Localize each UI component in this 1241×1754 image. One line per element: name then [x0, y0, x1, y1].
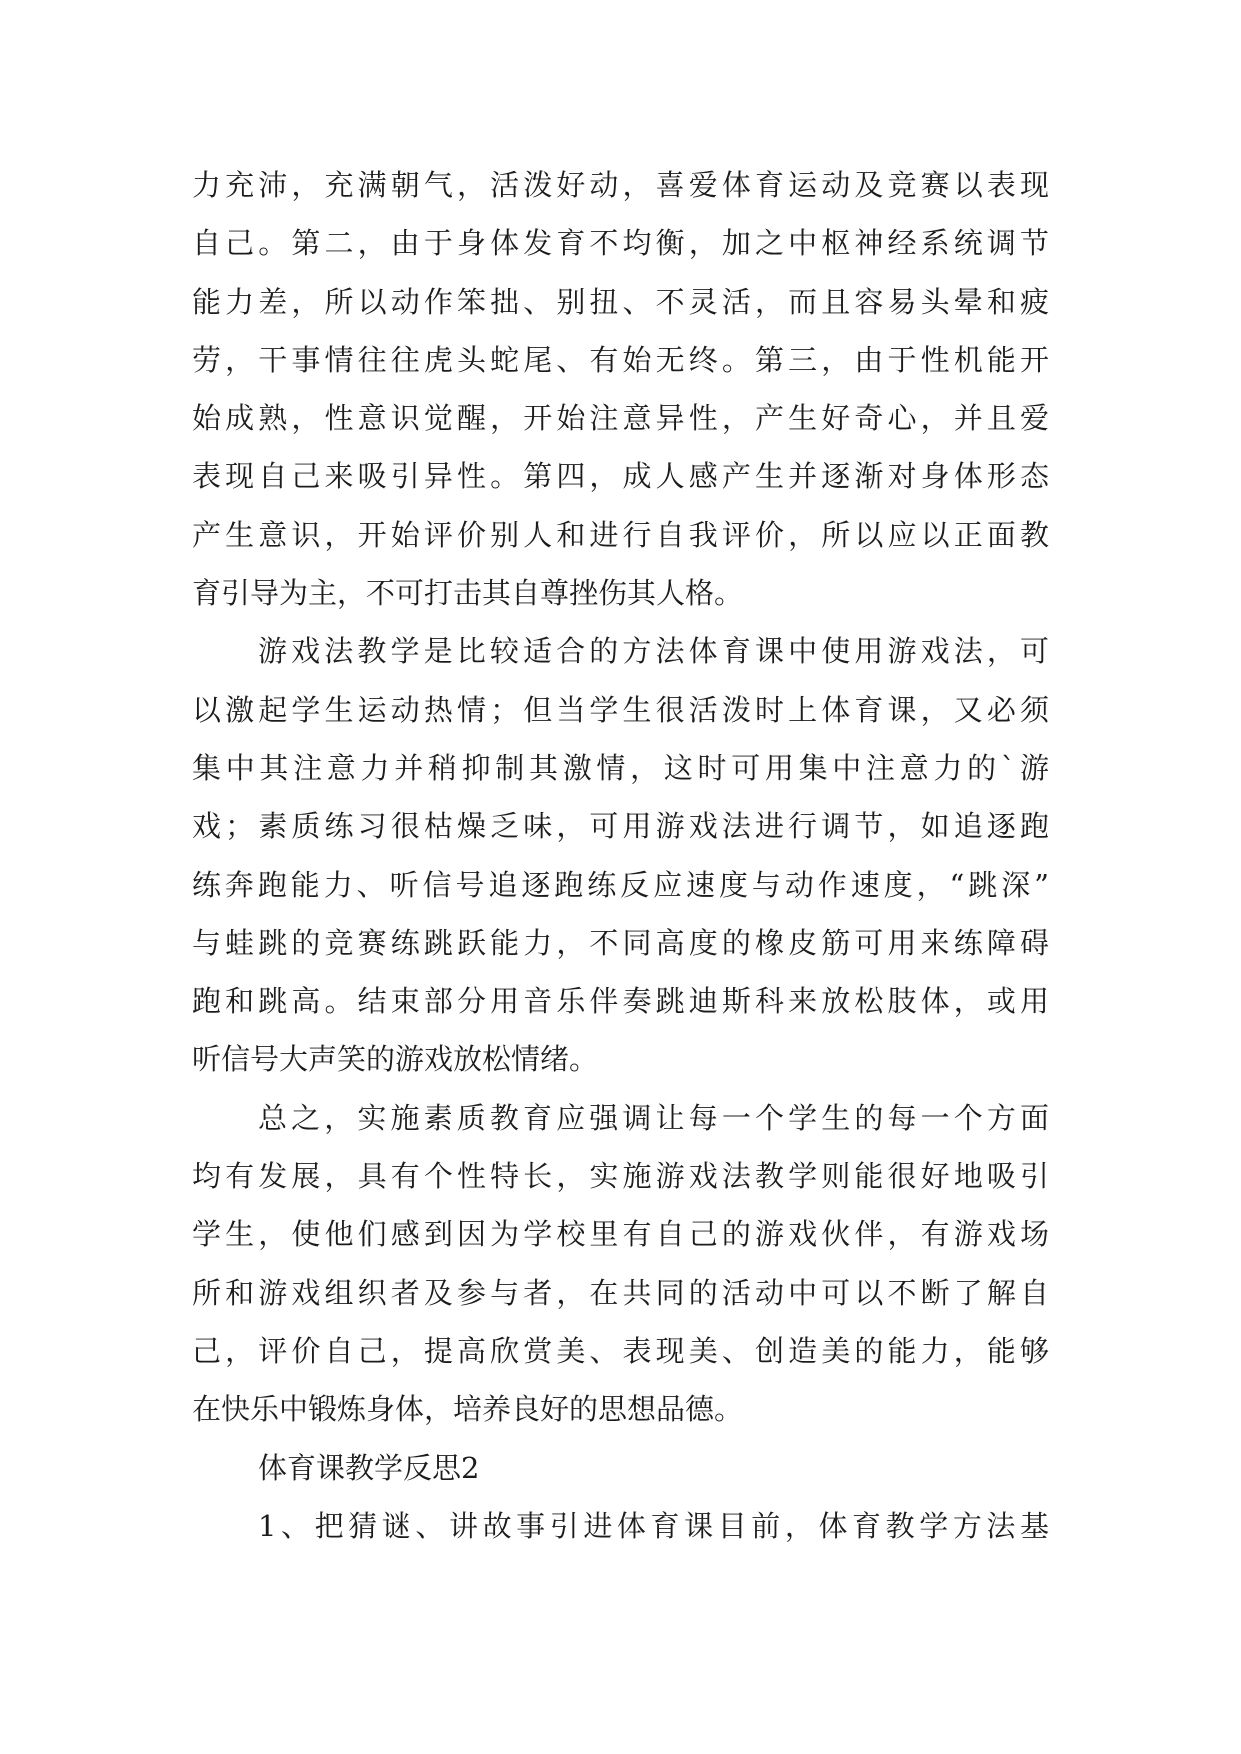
text-line: 戏；素质练习很枯燥乏味，可用游戏法进行调节，如追逐跑 — [192, 809, 1049, 844]
text-line: 表现自己来吸引异性。第四，成人感产生并逐渐对身体形态 — [192, 459, 1049, 494]
text-line: 学生，使他们感到因为学校里有自己的游戏伙伴，有游戏场 — [192, 1217, 1049, 1252]
text-line: 总之，实施素质教育应强调让每一个学生的每一个方面 — [258, 1100, 1049, 1135]
text-line: 己，评价自己，提高欣赏美、表现美、创造美的能力，能够 — [192, 1333, 1049, 1368]
text-line: 在快乐中锻炼身体，培养良好的思想品德。 — [192, 1392, 744, 1427]
paragraph — [192, 1089, 1049, 1439]
text-line: 听信号大声笑的游戏放松情绪。 — [192, 1042, 599, 1077]
heading-line: 体育课教学反思2 — [258, 1450, 480, 1485]
text-line: 练奔跑能力、听信号追逐跑练反应速度与动作速度，“跳深” — [192, 867, 1049, 902]
section-heading — [192, 1439, 1049, 1497]
paragraph — [192, 156, 1049, 622]
text-line: 育引导为主，不可打击其自尊挫伤其人格。 — [192, 576, 744, 611]
text-line: 始成熟，性意识觉醒，开始注意异性，产生好奇心，并且爱 — [192, 401, 1049, 436]
text-line: 能力差，所以动作笨拙、别扭、不灵活，而且容易头晕和疲 — [192, 284, 1049, 319]
paragraph — [192, 1497, 1049, 1555]
document-body — [192, 156, 1049, 1555]
text-line: 劳，干事情往往虎头蛇尾、有始无终。第三，由于性机能开 — [192, 342, 1049, 377]
text-line: 以激起学生运动热情；但当学生很活泼时上体育课，又必须 — [192, 692, 1049, 727]
text-line: 集中其注意力并稍抑制其激情，这时可用集中注意力的`游 — [192, 750, 1049, 785]
text-line: 跑和跳高。结束部分用音乐伴奏跳迪斯科来放松肢体，或用 — [192, 984, 1049, 1019]
text-line: 均有发展，具有个性特长，实施游戏法教学则能很好地吸引 — [192, 1159, 1049, 1194]
paragraph — [192, 622, 1049, 1088]
text-line: 自己。第二，由于身体发育不均衡，加之中枢神经系统调节 — [192, 226, 1049, 261]
text-line: 与蛙跳的竞赛练跳跃能力，不同高度的橡皮筋可用来练障碍 — [192, 925, 1049, 960]
text-line: 游戏法教学是比较适合的方法体育课中使用游戏法，可 — [258, 634, 1049, 669]
text-line: 1、把猜谜、讲故事引进体育课目前，体育教学方法基 — [258, 1508, 1049, 1543]
text-line: 所和游戏组织者及参与者，在共同的活动中可以不断了解自 — [192, 1275, 1049, 1310]
text-line: 力充沛，充满朝气，活泼好动，喜爱体育运动及竞赛以表现 — [192, 168, 1049, 202]
text-line: 产生意识，开始评价别人和进行自我评价，所以应以正面教 — [192, 517, 1049, 552]
